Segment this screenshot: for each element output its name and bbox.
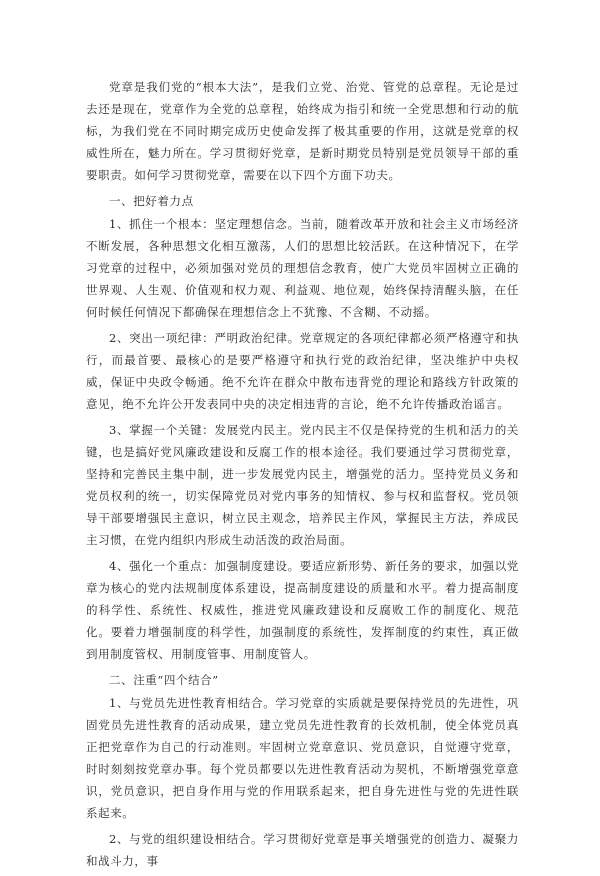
section1-paragraph-1: 1、抓住一个根本：坚定理想信念。当前，随着改革开放和社会主义市场经济不断发展，各种思想文化相互激荡，人们的思想比较活跃。在这种情况下，在学习党章的过程中，必须加强对党员的理想信念教育，使广大党员牢固树立正确的世界观、人生观、价值观和权力观、利益观、地位观，始终保持清醒头脑，在任何时候任何情况下都确保在理想信念上不犹豫、不含糊、不动摇。: [86, 217, 519, 319]
section2-paragraph-2: 2、与党的组织建设相结合。学习贯彻好党章是事关增强党的创造力、凝聚力和战斗力，事: [86, 832, 519, 868]
intro-paragraph: 党章是我们党的“根本大法”，是我们立党、治党、管党的总章程。无论是过去还是现在，党章作为全党的总章程，始终成为指引和统一全党思想和行动的航标，为我们党在不同时期完成历史使命发挥了极其重要的作用，这就是党章的权威性所在，魅力所在。学习贯彻好党章，是新时期党员特别是党员领导干部的重要职责。如何学习贯彻党章，需要在以下四个方面下功夫。: [86, 80, 519, 182]
document-body: [86, 76, 519, 876]
section1-paragraph-3: 3、掌握一个关键：发展党内民主。党内民主不仅是保持党的生机和活力的关键，也是搞好党风廉政建设和反腐工作的根本途径。我们要通过学习贯彻党章，坚持和完善民主集中制，进一步发展党内民主，增强党的活力。坚持党员义务和党员权利的统一，切实保障党员对党内事务的知情权、参与权和监督权。党员领导干部要增强民主意识，树立民主观念，培养民主作风，掌握民主方法，养成民主习惯，在党内组织内形成生动活泼的政治局面。: [86, 423, 519, 547]
section1-paragraph-4: 4、强化一个重点：加强制度建设。要适应新形势、新任务的要求，加强以党章为核心的党内法规制度体系建设，提高制度建设的质量和水平。着力提高制度的科学性、系统性、权威性，推进党风廉政建设和反腐败工作的制度化、规范化。要着力增强制度的科学性，加强制度的系统性，发挥制度的约束性，真正做到用制度管权、用制度管事、用制度管人。: [86, 559, 519, 661]
section1-paragraph-2: 2、突出一项纪律：严明政治纪律。党章规定的各项纪律都必须严格遵守和执行，而最首要、最核心的是要严格遵守和执行党的政治纪律，坚决维护中央权威，保证中央政令畅通。绝不允许在群众中散布违背党的理论和路线方针政策的意见，绝不允许公开发表同中央的决定相违背的言论，绝不允许传播政治谣言。: [86, 331, 519, 411]
section-heading-1: 一、把好着力点: [109, 194, 194, 208]
section-heading-2: 二、注重“四个结合”: [109, 673, 219, 687]
section2-paragraph-1: 1、与党员先进性教育相结合。学习党章的实质就是要保持党员的先进性，巩固党员先进性教育的活动成果，建立党员先进性教育的长效机制，使全体党员真正把党章作为自己的行动准则。牢固树立党章意识、党员意识，自觉遵守党章，时时刻刻按党章办事。每个党员都要以先进性教育活动为契机，不断增强党章意识，党员意识，把自身作用与党的作用联系起来，把自身先进性与党的先进性联系起来。: [86, 696, 519, 820]
